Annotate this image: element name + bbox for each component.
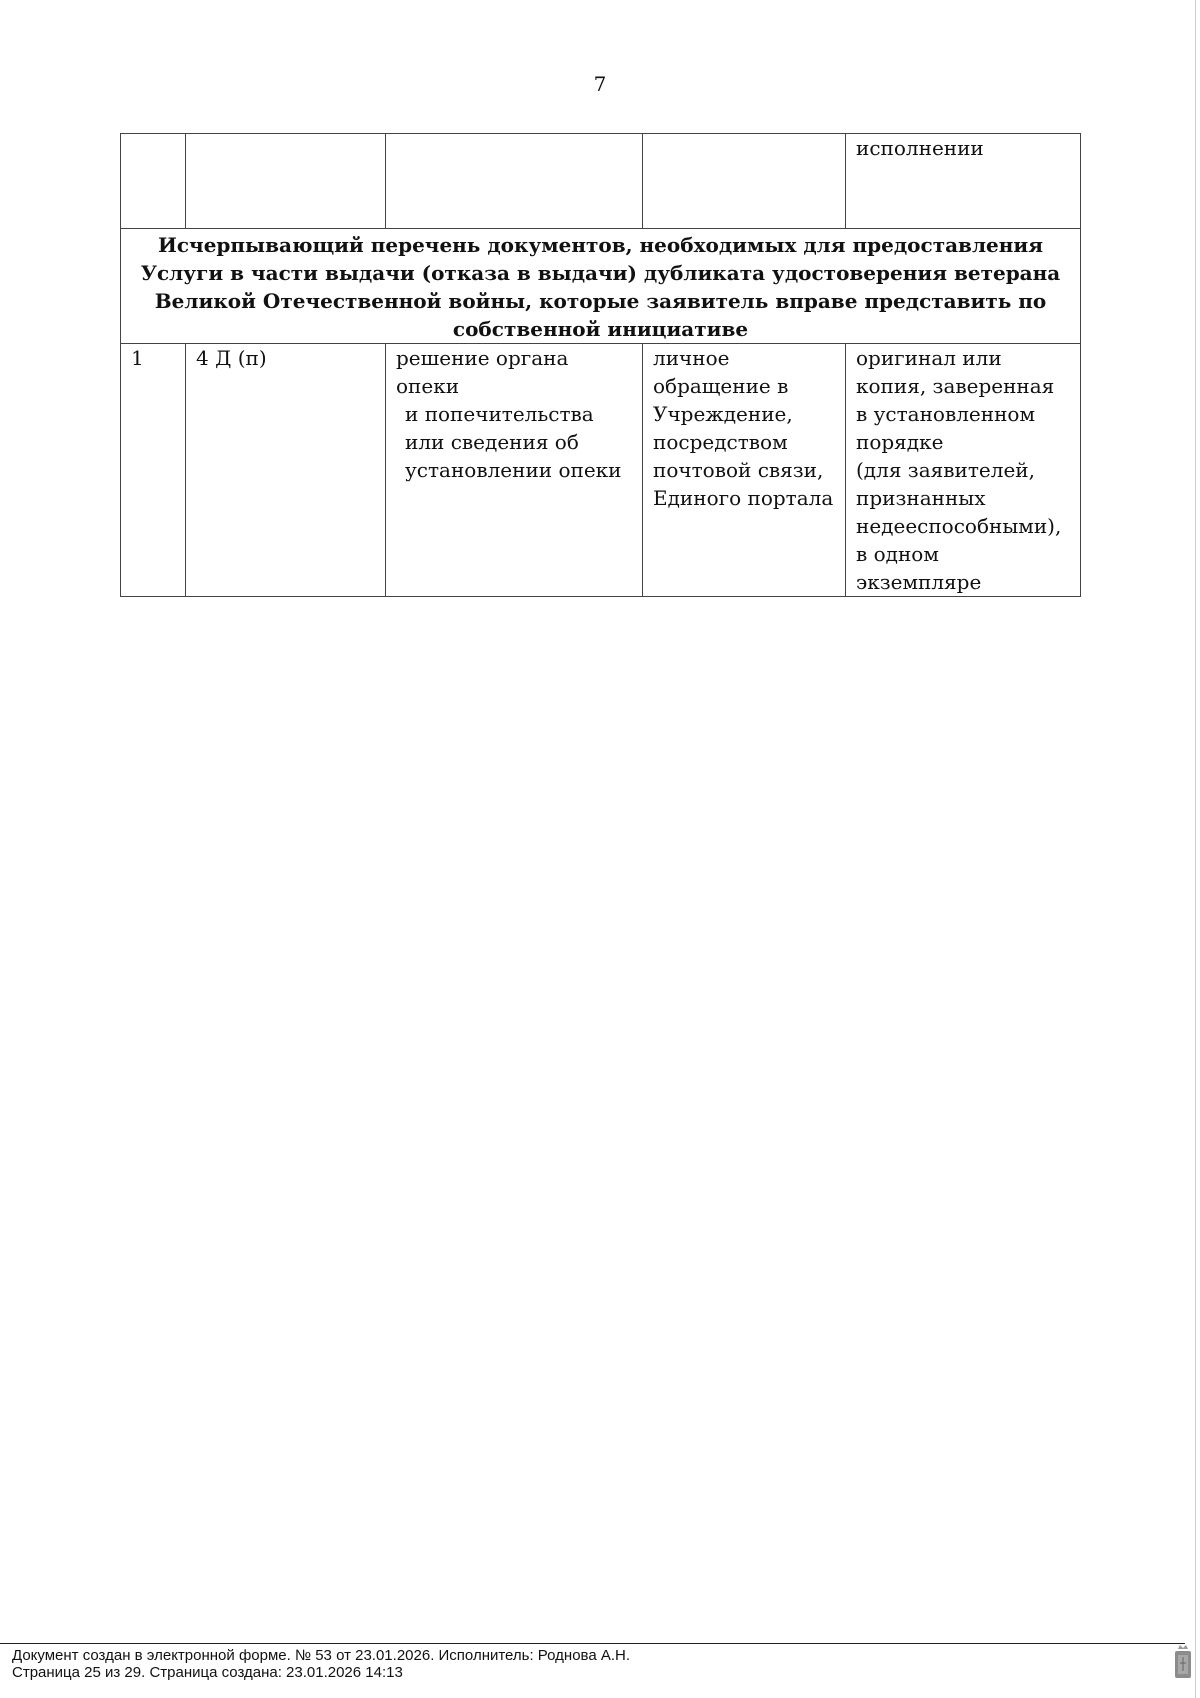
documents-table xyxy=(120,133,1081,597)
cell-empty xyxy=(121,134,186,229)
coat-of-arms-icon xyxy=(1172,1643,1194,1681)
cell-empty xyxy=(186,134,386,229)
table-section-heading-row xyxy=(121,229,1081,344)
table-row xyxy=(121,344,1081,597)
cell-document-code: 4 Д (п) xyxy=(186,344,386,597)
section-heading: Исчерпывающий перечень документов, необходимых для предоставления Услуги в части выдачи (отказа в выдачи) дубликата удостоверения ветерана Великой Отечественной войны, которые заявитель вправе представить по собственной инициативе xyxy=(121,229,1081,344)
cell-row-number: 1 xyxy=(121,344,186,597)
document-name-first-line: решение органа опеки xyxy=(396,346,569,398)
table-row-continuation xyxy=(121,134,1081,229)
cell-empty xyxy=(386,134,643,229)
footer-divider xyxy=(0,1643,1185,1644)
cell-submission-method: личное обращение в Учреждение, посредством почтовой связи, Единого портала xyxy=(643,344,846,597)
cell-document-form: оригинал или копия, заверенная в установленном порядке (для заявителей, признанных недееспособными), в одном экземпляре xyxy=(846,344,1081,597)
page-edge-line xyxy=(1195,0,1196,1698)
document-name-rest: и попечительства или сведения об установлении опеки xyxy=(405,402,622,482)
document-footer xyxy=(12,1647,630,1681)
footer-line-page-info: Страница 25 из 29. Страница создана: 23.01.2026 14:13 xyxy=(12,1664,403,1681)
cell-continuation-text: исполнении xyxy=(846,134,1081,229)
page-number: 7 xyxy=(593,72,607,96)
cell-document-name xyxy=(386,344,643,597)
cell-empty xyxy=(643,134,846,229)
footer-line-document-info: Документ создан в электронной форме. № 53 от 23.01.2026. Исполнитель: Роднова А.Н. xyxy=(12,1647,631,1664)
